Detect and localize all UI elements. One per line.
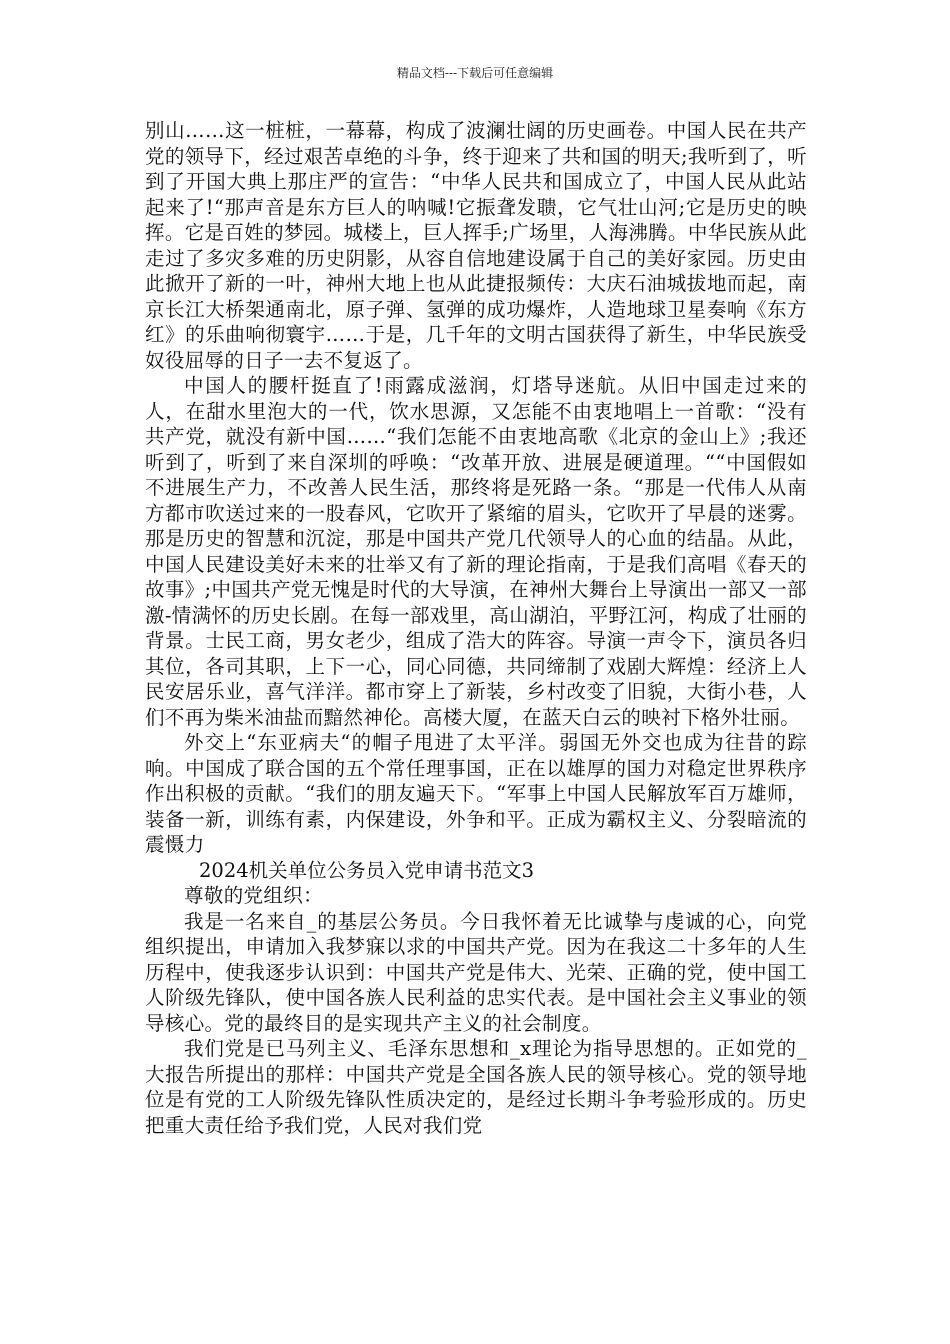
paragraph-history-scroll: 别山……这一桩桩，一幕幕，构成了波澜壮阔的历史画卷。中国人民在共产党的领导下，经过艰苦卓绝的斗争，终于迎来了共和国的明天;我听到了，听到了开国大典上那庄严的宣告：“中华人民共和国成立了，中国人民从此站起来了!“那声音是东方巨人的呐喊!它振聋发聩，它气壮山河;它是历史的映挥。它是百姓的梦园。城楼上，巨人挥手;广场里，人海沸腾。中华民族从此走过了多灾多难的历史阴影，从容自信地建设属于自己的美好家园。历史由此掀开了新的一叶，神州大地上也从此捷报频传：大庆石油城拔地而起，南京长江大桥架通南北，原子弹、氢弹的成功爆炸，人造地球卫星奏响《东方红》的乐曲响彻寰宇……于是，几千年的文明古国获得了新生，中华民族受奴役屈辱的日子一去不复返了。: [145, 119, 807, 372]
paragraph-reform: 中国人的腰杆挺直了!雨露成滋润，灯塔导迷航。从旧中国走过来的人，在甜水里泡大的一代，饮水思源，又怎能不由衷地唱上一首歌：“没有共产党，就没有新中国……“我们怎能不由衷地高歌《北京的金山上》;我还听到了，听到了来自深圳的呼唤：“改革开放、进展是硬道理。““中国假如不进展生产力，不改善人民生活，那终将是死路一条。“那是一代伟人从南方都市吹送过来的一股春风，它吹开了紧缩的眉头，它吹开了早晨的迷雾。那是历史的智慧和沉淀，那是中国共产党几代领导人的心血的结晶。从此，中国人民建设美好未来的壮举又有了新的理论指南，于是我们高唱《春天的故事》;中国共产党无愧是时代的大导演，在神州大舞台上导演出一部又一部激-情满怀的历史长剧。在每一部戏里，高山湖泊，平野江河，构成了壮丽的背景。士民工商，男女老少，组成了浩大的阵容。导演一声令下，演员各归其位，各司其职，上下一心，同心同德，共同缔制了戏剧大辉煌：经济上人民安居乐业，喜气洋洋。都市穿上了新装，乡村改变了旧貌，大街小巷，人们不再为柴米油盐而黯然神伦。高楼大厦，在蓝天白云的映衬下格外壮丽。: [145, 374, 807, 729]
salutation: 尊敬的党组织：: [184, 884, 323, 907]
document-body: [145, 118, 807, 1138]
paragraph-diplomacy: 外交上“东亚病夫“的帽子甩进了太平洋。弱国无外交也成为往昔的踪响。中国成了联合国的五个常任理事国，正在以雄厚的国力对稳定世界秩序作出积极的贡献。“我们的朋友遍天下。“军事上中国人民解放军百万雄师，装备一新，训练有素，内保建设，外争和平。正成为霸权主义、分裂暗流的震慑力: [145, 731, 807, 856]
paragraph-application: 我是一名来自_的基层公务员。今日我怀着无比诚挚与虔诚的心，向党组织提出，申请加入我梦寐以求的中国共产党。因为在我这二十多年的人生历程中，使我逐步认识到：中国共产党是伟大、光荣、正确的党，使中国工人阶级先锋队，使中国各族人民利益的忠实代表。是中国社会主义事业的领导核心。党的最终目的是实现共产主义的社会制度。: [145, 909, 807, 1035]
section-title: 2024机关单位公务员入党申请书范文3: [199, 858, 535, 882]
page-header: 精品文档---下载后可任意编辑: [396, 66, 554, 80]
paragraph-party-guidance: 我们党是已马列主义、毛泽东思想和_x理论为指导思想的。正如党的_大报告所提出的那样：中国共产党是全国各族人民的领导核心。党的领导地位是有党的工人阶级先锋队性质决定的，是经过长期斗争考验形成的。历史把重大责任给予我们党，人民对我们党: [145, 1037, 807, 1137]
